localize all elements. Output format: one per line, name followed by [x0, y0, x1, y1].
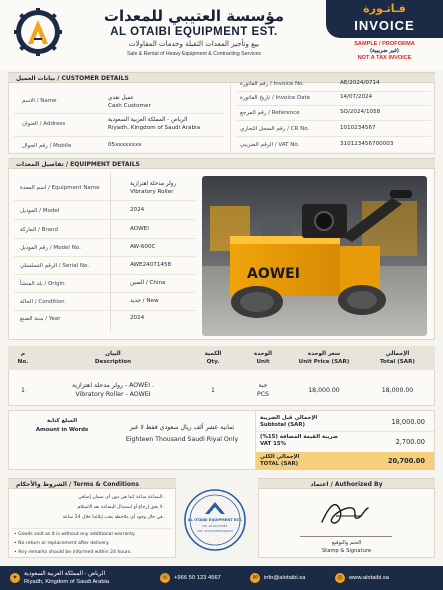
invoice-title-en: INVOICE [354, 18, 415, 33]
footer-website[interactable]: www.alotaibi.sa [349, 575, 389, 581]
company-name-ar: مؤسسة العتيبي للمعدات [103, 7, 285, 25]
company-stamp [183, 488, 247, 552]
invoice-date-value: 14/07/2024 [340, 94, 373, 100]
equip-condition-label: الحالة / Condition [20, 299, 65, 305]
terms-en-3: • Any remarks should be informed within 24 hours. [14, 550, 132, 555]
photo-brand-label: AOWEI [247, 266, 300, 282]
info-row-sep [236, 120, 431, 121]
equip-condition-value: جديد / New [130, 298, 159, 304]
row-total: 18,000.00 [381, 387, 414, 394]
footer-address-en: Riyadh, Kingdom of Saudi Arabia [24, 579, 110, 585]
equip-row-sep [14, 256, 196, 257]
sample-line-3 [326, 55, 443, 62]
equip-model-no-value: AW-600C [130, 244, 156, 250]
sample-notice [326, 41, 443, 62]
customer-mobile-value: 05xxxxxxxx [108, 142, 142, 148]
vat-value: 2,700.00 [395, 438, 425, 446]
stamp-signature-label-en: Stamp & Signature [321, 548, 372, 554]
customer-name-ar: عميل نقدي [108, 95, 134, 101]
terms-en-2: • No return or replacement after delivery. [14, 541, 110, 546]
customer-row-sep [14, 113, 224, 114]
equipment-section-title: تفاصيل المعدات / EQUIPMENT DETAILS [8, 158, 435, 169]
info-row-sep [236, 91, 431, 92]
company-name-en: AL OTAIBI EQUIPMENT EST. [110, 26, 278, 38]
terms-en-1: • Goods sold as it is without any additional warranty. [14, 532, 136, 537]
vat-no-value: 310123456700003 [340, 141, 394, 147]
customer-divider [230, 84, 231, 154]
signature-icon [318, 496, 372, 530]
vat-no-label: الرقم الضريبي / VAT No. [240, 142, 300, 148]
location-icon: ⌖ [10, 573, 20, 583]
equip-name-ar: رولر مدحلة اهتزازية [130, 181, 177, 187]
equip-row-sep [14, 200, 196, 201]
row-unit-en: PCS [257, 391, 269, 398]
amount-words-en: Eighteen Thousand Saudi Riyal Only [125, 436, 239, 443]
vat-label-en: VAT 15% [260, 441, 287, 447]
customer-name-label: الاسم / Name [22, 98, 57, 104]
subtotal-label-en: Subtotal (SAR) [260, 422, 305, 428]
cr-no-value: 1010234567 [340, 125, 376, 131]
customer-name-en: Cash Customer [108, 103, 151, 109]
customer-address-label: العنوان / Address [22, 121, 66, 127]
footer-address-ar: الرياض - المملكة العربية السعودية [24, 571, 106, 577]
sample-line-1: SAMPLE / PROFORMA [354, 41, 415, 47]
invoice-date-label: تاريخ الفاتورة / Invoice Date [240, 95, 311, 101]
terms-ar-2: لا يحق إرجاع أو استبدال البضاعة بعد الاستلام. [77, 505, 164, 510]
th-no: م No. [8, 346, 38, 370]
subtotal-value: 18,000.00 [391, 418, 425, 426]
info-row-sep [236, 105, 431, 106]
equip-model-label: الموديل / Model [20, 208, 60, 214]
globe-icon: ◎ [335, 573, 345, 583]
sample-line-2: (غير ضريبية) [370, 48, 399, 54]
customer-mobile-label: رقم الجوال / Mobile [22, 143, 72, 149]
stamp-signature-label-ar: الختم والتوقيع [331, 540, 362, 546]
terms-ar-1: البضاعة مباعة كما هي دون أي ضمان إضافي. [78, 495, 164, 500]
equipment-divider [110, 172, 111, 332]
company-logo-icon [14, 8, 62, 56]
company-tagline-en: Sale & Rental of Heavy Equipment & Contracting Services [126, 51, 262, 57]
company-tagline-ar: بيع وتأجير المعدات الثقيلة وخدمات المقاولات [129, 40, 259, 48]
equip-row-sep [14, 292, 196, 293]
cr-no-label: رقم السجل التجاري / CR No. [240, 126, 310, 132]
equip-row-sep [14, 219, 196, 220]
customer-section-title: بيانات العميل / CUSTOMER DETAILS [8, 72, 435, 83]
equip-row-sep [14, 274, 196, 275]
signature-line [300, 536, 392, 537]
equipment-photo [202, 176, 427, 336]
row-unit-price: 18,000.00 [308, 387, 340, 394]
terms-ar-3: في حال وجود أي ملاحظة يجب إبلاغنا خلال 24 ساعة. [62, 515, 164, 520]
equip-year-value: 2024 [130, 315, 145, 321]
th-unit: الوحدة Unit [238, 346, 288, 370]
equip-name-value: Vibratory Roller [130, 189, 174, 195]
email-icon: ✉ [250, 573, 260, 583]
grand-total-value: 20,700.00 [387, 457, 425, 465]
authorized-by-title: اعتماد / Authorized By [258, 478, 435, 489]
th-unit-price: سعر الوحدة Unit Price (SAR) [288, 346, 360, 370]
equip-serial-label: الرقم التسلسلي / Serial No. [20, 263, 89, 269]
equip-brand-value: AOWEI [130, 226, 149, 232]
amount-words-ar: ثمانية عشر ألف ريال سعودي فقط لا غير [129, 424, 235, 431]
invoice-no-value: AE/2024/0714 [340, 80, 380, 86]
subtotal-label-ar: الإجمالي قبل الضريبة [260, 415, 318, 421]
grand-label-ar: الإجمالي الكلي [260, 454, 300, 460]
stamp-name: AL OTAIBI EQUIPMENT EST. [187, 518, 243, 522]
equip-origin-value: الصين / China [130, 280, 166, 286]
row-qty: 1 [211, 387, 215, 394]
invoice-title-ar: فـاتـورة [363, 2, 406, 15]
reference-label: رقم المرجع / Reference [240, 110, 300, 116]
terms-sep [12, 528, 172, 529]
sample-line-3-text: NOT A TAX INVOICE [357, 55, 412, 61]
info-row-sep [236, 136, 431, 137]
row-no: 1 [21, 387, 25, 394]
row-desc-en: Vibratory Roller - AOWEI [75, 391, 151, 398]
equip-origin-label: بلد المنشأ / Origin [20, 281, 65, 287]
totals-row-sep [256, 431, 434, 432]
phone-icon: ☏ [161, 574, 169, 581]
terms-title: الشروط والأحكام / Terms & Conditions [8, 478, 176, 489]
row-unit-ar: حبة [258, 382, 268, 389]
stamp-vat: VAT: 310123456700003 [197, 529, 233, 533]
footer-phone[interactable]: +966 50 123 4567 [174, 575, 221, 581]
th-total: الإجمالي Total (SAR) [360, 346, 435, 370]
equip-name-label: اسم المعدة / Equipment Name [20, 185, 100, 191]
reference-value: SO/2024/1058 [340, 109, 381, 115]
equip-brand-label: الماركة / Brand [20, 227, 59, 233]
th-qty: الكمية Qty. [188, 346, 238, 370]
equip-year-label: سنة الصنع / Year [20, 316, 61, 322]
th-description: البيان Description [38, 346, 188, 370]
footer-email[interactable]: info@alotaibi.sa [264, 575, 306, 581]
equip-serial-value: AWE24071458 [130, 262, 172, 268]
customer-address-en: Riyadh, Kingdom of Saudi Arabia [108, 125, 201, 131]
grand-label-en: TOTAL (SAR) [260, 461, 299, 467]
equip-row-sep [14, 238, 196, 239]
equip-model-value: 2024 [130, 207, 145, 213]
invoice-no-label: رقم الفاتورة / Invoice No. [240, 81, 305, 87]
equip-model-no-label: رقم الموديل / Model No. [20, 245, 81, 251]
amount-words-label-ar: المبلغ كتابة [46, 418, 78, 424]
amount-words-label-en: Amount in Words [35, 427, 89, 433]
stamp-cr: CR: 1010234567 [202, 524, 228, 528]
equip-row-sep [14, 310, 196, 311]
row-desc-ar: رولر مدحلة اهتزازية - AOWEI . [72, 382, 154, 389]
customer-address-ar: الرياض - المملكة العربية السعودية [108, 117, 188, 123]
customer-row-sep [14, 136, 224, 137]
vat-label-ar: ضريبة القيمة المضافة (15%) [260, 434, 338, 440]
